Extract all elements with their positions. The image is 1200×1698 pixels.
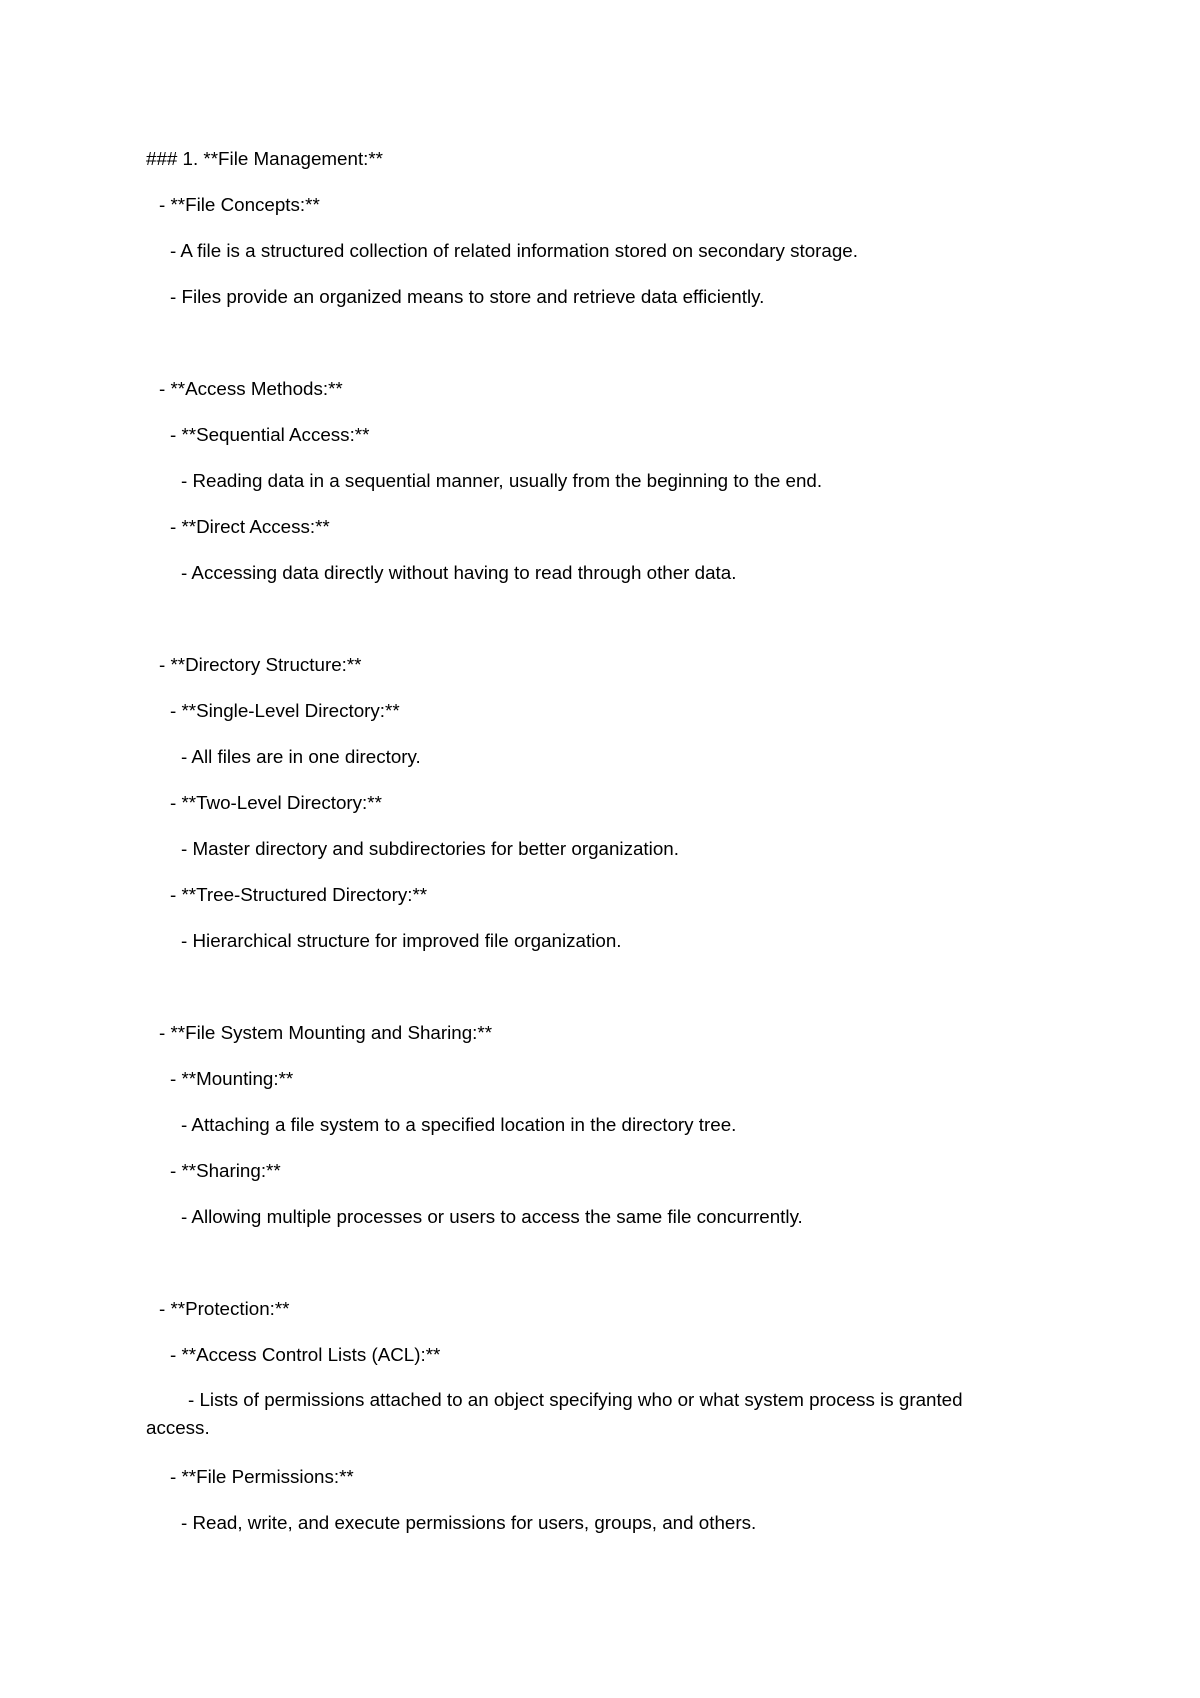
section-file-concepts: - **File Concepts:** — [159, 194, 320, 215]
file-concepts-item-2: - Files provide an organized means to store and retrieve data efficiently. — [170, 286, 765, 307]
subsection-sharing: - **Sharing:** — [170, 1160, 281, 1181]
mounting-item: - Attaching a file system to a specified location in the directory tree. — [181, 1114, 737, 1135]
single-level-directory-item: - All files are in one directory. — [181, 746, 421, 767]
subsection-single-level-directory: - **Single-Level Directory:** — [170, 700, 400, 721]
direct-access-item: - Accessing data directly without having to read through other data. — [181, 562, 737, 583]
file-permissions-item: - Read, write, and execute permissions for users, groups, and others. — [181, 1512, 757, 1533]
subsection-file-permissions: - **File Permissions:** — [170, 1466, 354, 1487]
access-control-lists-item: - Lists of permissions attached to an object specifying who or what system process is granted access. — [146, 1389, 963, 1438]
subsection-tree-structured-directory: - **Tree-Structured Directory:** — [170, 884, 428, 905]
subsection-direct-access: - **Direct Access:** — [170, 516, 330, 537]
heading-file-management: ### 1. **File Management:** — [146, 148, 383, 169]
subsection-two-level-directory: - **Two-Level Directory:** — [170, 792, 382, 813]
subsection-access-control-lists: - **Access Control Lists (ACL):** — [170, 1344, 441, 1365]
subsection-mounting: - **Mounting:** — [170, 1068, 294, 1089]
sharing-item: - Allowing multiple processes or users to access the same file concurrently. — [181, 1206, 803, 1227]
section-directory-structure: - **Directory Structure:** — [159, 654, 362, 675]
two-level-directory-item: - Master directory and subdirectories for better organization. — [181, 838, 679, 859]
section-file-system-mounting-sharing: - **File System Mounting and Sharing:** — [159, 1022, 493, 1043]
file-concepts-item-1: - A file is a structured collection of related information stored on secondary storage. — [170, 240, 858, 261]
subsection-sequential-access: - **Sequential Access:** — [170, 424, 370, 445]
section-access-methods: - **Access Methods:** — [159, 378, 343, 399]
tree-structured-directory-item: - Hierarchical structure for improved file organization. — [181, 930, 622, 951]
section-protection: - **Protection:** — [159, 1298, 290, 1319]
sequential-access-item: - Reading data in a sequential manner, usually from the beginning to the end. — [181, 470, 823, 491]
